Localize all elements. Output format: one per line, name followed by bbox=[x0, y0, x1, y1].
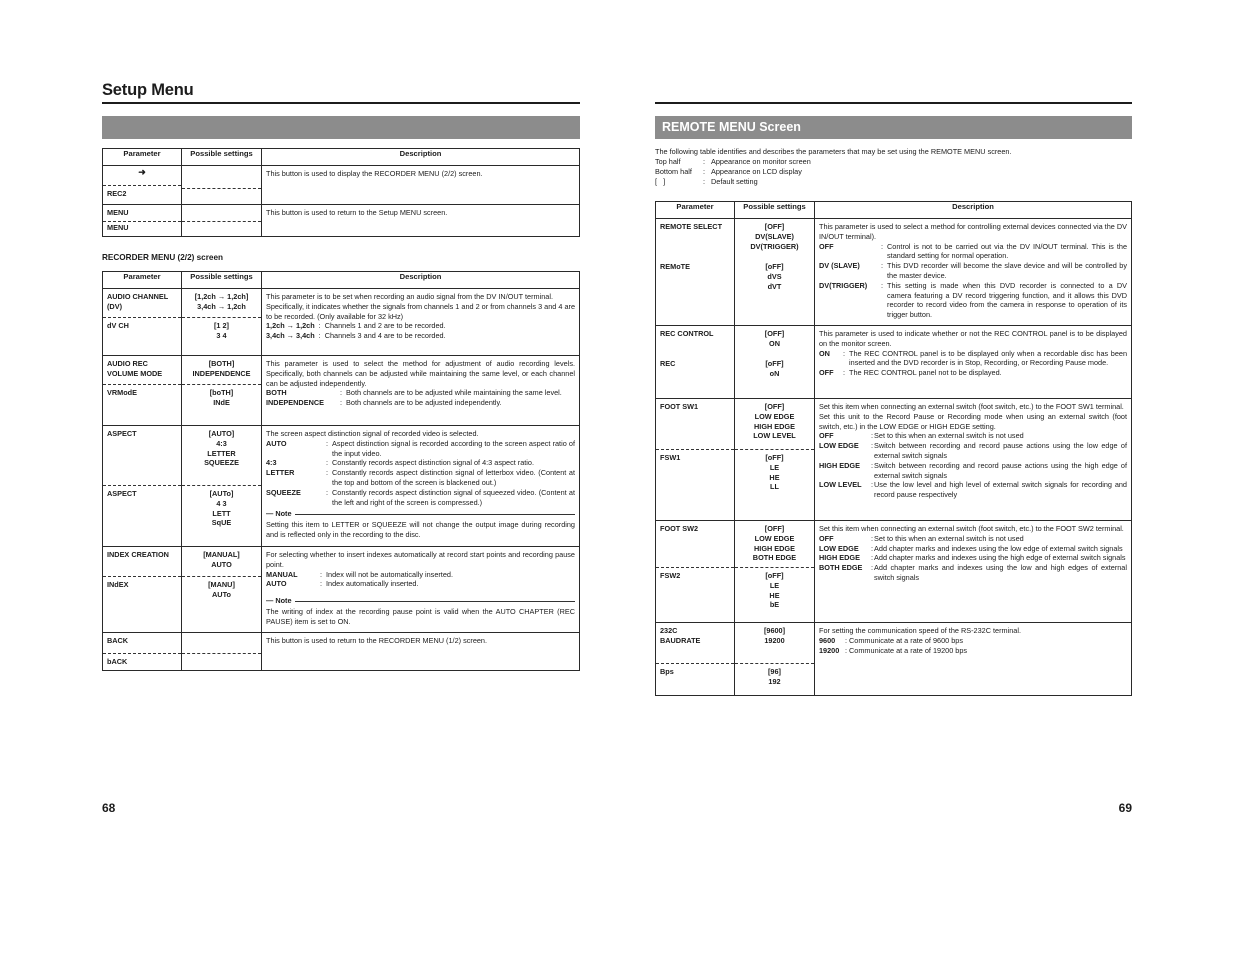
desc-text: Set this item when connecting an external switch (foot switch, etc.) to the FOOT SW1 terminal. bbox=[819, 402, 1124, 411]
settings-cell bbox=[182, 166, 262, 205]
left-page bbox=[102, 0, 580, 954]
settings-cell bbox=[735, 219, 815, 326]
table-row bbox=[103, 205, 580, 237]
recorder-menu-heading: RECORDER MENU (2/2) screen bbox=[102, 253, 224, 262]
description-cell bbox=[815, 623, 1132, 696]
setting-value: bE bbox=[769, 600, 780, 610]
param-top: AUDIO CHANNEL (DV) bbox=[107, 292, 169, 311]
desc-text: Set this unit to the Record Pause or Recording mode when using an external switch (foot switch, etc.) in the LOW EDGE or HIGH EDGE setting. bbox=[819, 411, 1127, 431]
option-row: 3,4ch → 3,4ch : Channels 3 and 4 are to be recorded. bbox=[266, 331, 446, 341]
setting-value: LETTER bbox=[207, 448, 236, 458]
setting-value: LOW EDGE bbox=[754, 533, 795, 543]
setting-value: [OFF] bbox=[764, 329, 785, 338]
param-lcd: REC2 bbox=[103, 185, 181, 204]
param-cell bbox=[103, 356, 182, 426]
setting-value: 4:3 bbox=[216, 438, 227, 448]
table-row bbox=[103, 289, 580, 356]
setting-value: BOTH EDGE bbox=[752, 553, 797, 563]
setting-value: DV(SLAVE) bbox=[755, 231, 794, 241]
option-row: OFF : Set to this when an external switch is not used bbox=[819, 431, 1024, 441]
header-description: Description bbox=[262, 272, 580, 289]
note-text: The writing of index at the recording pause point is valid when the AUTO CHAPTER (REC PAUSE) item is set to ON. bbox=[266, 606, 575, 626]
table-row bbox=[656, 326, 1132, 399]
param-lcd: REC bbox=[660, 359, 676, 368]
header-parameter: Parameter bbox=[103, 149, 182, 166]
page-number: 68 bbox=[102, 801, 116, 815]
section-bar bbox=[102, 116, 580, 139]
option-row: 1,2ch → 1,2ch : Channels 1 and 2 are to be recorded. bbox=[266, 321, 446, 331]
param-lcd: VRModE bbox=[103, 384, 181, 425]
param-cell bbox=[656, 219, 735, 326]
header-settings: Possible settings bbox=[182, 149, 262, 166]
param-top: REC CONTROL bbox=[660, 329, 714, 338]
settings-cell bbox=[182, 289, 262, 356]
param-top: BACK bbox=[107, 636, 129, 645]
description-cell: This button is used to return to the RECORDER MENU (1/2) screen. bbox=[262, 633, 580, 671]
setting-value: [OFF] bbox=[764, 402, 785, 411]
setting-value: [AUTO] bbox=[208, 429, 235, 438]
legend-row: Top half : Appearance on monitor screen bbox=[655, 157, 811, 166]
param-lcd: MENU bbox=[103, 221, 181, 236]
param-cell bbox=[103, 633, 182, 671]
setting-value: LOW LEVEL bbox=[753, 431, 796, 441]
param-cell bbox=[103, 547, 182, 633]
description-cell: This button is used to display the RECORDER MENU (2/2) screen. bbox=[262, 166, 580, 205]
section-title: REMOTE MENU Screen bbox=[655, 116, 1132, 139]
setting-value: [1,2ch → 1,2ch] bbox=[194, 292, 249, 301]
option-row: 9600 : Communicate at a rate of 9600 bps bbox=[819, 635, 964, 645]
table-row bbox=[103, 547, 580, 633]
option-row: LETTER : Constantly records aspect distinction signal of letterbox video. (Content at the top and bottom of the screen is blackened out.) bbox=[266, 468, 575, 487]
setting-value: [boTH] bbox=[209, 388, 234, 397]
option-row: DV (SLAVE) : This DVD recorder will become the slave device and will be controlled by the master device. bbox=[819, 261, 1127, 280]
setting-value: HIGH EDGE bbox=[754, 543, 795, 553]
param-cell bbox=[656, 623, 735, 696]
setting-value: 3 4 bbox=[216, 330, 227, 340]
option-row: DV(TRIGGER) : This setting is made when this DVD recorder is connected to a DV camera featuring a DV record triggering function, and it allows this DVD recorder to record video from the camera in response to operation of its trigger button. bbox=[819, 280, 1127, 320]
table-row bbox=[103, 356, 580, 426]
description-cell bbox=[262, 426, 580, 547]
param-top: INDEX CREATION bbox=[107, 550, 169, 559]
desc-text: Specifically, it indicates whether the signals from channels 1 and 2 or from channels 3 and 4 are to be recorded. (Only available for 32 kHz) bbox=[266, 301, 575, 321]
header-settings: Possible settings bbox=[182, 272, 262, 289]
desc-text: This parameter is used to indicate whether or not the REC CONTROL panel is to be displayed on the monitor screen. bbox=[819, 329, 1127, 348]
setting-value: HIGH EDGE bbox=[754, 421, 795, 431]
setting-value: 19200 bbox=[764, 635, 785, 645]
option-row: BOTH EDGE : Add chapter marks and indexes using the low and high edges of external switch signals bbox=[819, 563, 1127, 582]
desc-text: The screen aspect distinction signal of recorded video is selected. bbox=[266, 429, 479, 438]
setting-value: [MANU] bbox=[208, 580, 235, 589]
settings-cell bbox=[182, 205, 262, 237]
setting-value: [MANUAL] bbox=[203, 550, 240, 559]
desc-text: This parameter is used to select a method for controlling external devices connected via the DV IN/OUT terminal). bbox=[819, 222, 1127, 241]
param-cell bbox=[103, 289, 182, 356]
legend-row: Bottom half : Appearance on LCD display bbox=[655, 167, 802, 176]
option-row: HIGH EDGE : Add chapter marks and indexes using the high edge of external switch signals bbox=[819, 553, 1126, 563]
setting-value: oN bbox=[769, 368, 780, 378]
setting-value: [96] bbox=[768, 667, 781, 676]
settings-cell bbox=[735, 521, 815, 623]
recorder-menu-table bbox=[102, 271, 580, 671]
table-header bbox=[656, 202, 1132, 219]
option-row: OFF : Control is not to be carried out via the DV IN/OUT terminal. This is the standard setting for normal operation. bbox=[819, 241, 1127, 261]
description-cell bbox=[262, 547, 580, 633]
setting-value: [AUTo] bbox=[209, 489, 234, 498]
option-row: AUTO : Aspect distinction signal is recorded according to the screen aspect ratio of the input video. bbox=[266, 438, 575, 458]
setting-value: [BOTH] bbox=[208, 359, 235, 368]
option-row: AUTO : Index automatically inserted. bbox=[266, 579, 419, 589]
description-cell bbox=[815, 399, 1132, 521]
desc-text: For selecting whether to insert indexes automatically at record start points and recording pause point. bbox=[266, 550, 575, 569]
option-row: HIGH EDGE : Switch between recording and record pause actions using the high edge of external switch signals bbox=[819, 460, 1127, 480]
settings-cell bbox=[735, 399, 815, 521]
table-row bbox=[103, 166, 580, 205]
setting-value: AUTO bbox=[211, 559, 232, 569]
description-cell bbox=[815, 326, 1132, 399]
param-cell bbox=[656, 326, 735, 399]
setting-value: INdE bbox=[213, 397, 230, 407]
param-top-line: 232C bbox=[660, 626, 678, 635]
table-header bbox=[103, 272, 580, 289]
setting-value: [1 2] bbox=[213, 321, 229, 330]
table-row bbox=[656, 521, 1132, 623]
param-top bbox=[656, 623, 734, 663]
page-title: Setup Menu bbox=[102, 81, 194, 99]
option-row: LOW EDGE : Switch between recording and record pause actions using the low edge of external switch signals bbox=[819, 441, 1127, 460]
setting-value: 3,4ch → 1,2ch bbox=[197, 301, 246, 311]
note-label: Note bbox=[275, 509, 292, 519]
param-top: FOOT SW2 bbox=[660, 524, 699, 533]
table-row bbox=[103, 426, 580, 547]
option-row: ON : The REC CONTROL panel is to be displayed only when a recordable disc has been inserted and the DVD recorder is in Stop, Recording, or Recording Pause mode. bbox=[819, 348, 1127, 368]
param-top: MENU bbox=[107, 208, 129, 217]
param-cell bbox=[103, 166, 182, 205]
table-row bbox=[656, 623, 1132, 696]
option-row: LOW LEVEL : Use the low level and high level of external switch signals for recording and record pause respectively bbox=[819, 480, 1127, 500]
param-lcd: FSW2 bbox=[656, 567, 734, 622]
param-lcd: Bps bbox=[656, 663, 734, 695]
setting-value: AUTo bbox=[212, 589, 231, 599]
description-cell bbox=[815, 521, 1132, 623]
setting-value: HE bbox=[769, 590, 780, 600]
title-rule bbox=[102, 102, 580, 104]
setting-value: [OFF] bbox=[764, 222, 785, 231]
param-top: FOOT SW1 bbox=[660, 402, 699, 411]
setting-value: [oFF] bbox=[765, 359, 784, 368]
settings-cell bbox=[182, 356, 262, 426]
setting-value: LL bbox=[770, 482, 779, 492]
param-cell bbox=[656, 521, 735, 623]
setting-value: [9600] bbox=[763, 626, 786, 635]
param-top: AUDIO REC VOLUME MODE bbox=[107, 359, 163, 378]
param-lcd: INdEX bbox=[103, 576, 181, 632]
param-lcd: bACK bbox=[103, 653, 181, 670]
param-lcd: ASPECT bbox=[103, 485, 181, 546]
note-text: Setting this item to LETTER or SQUEEZE will not change the output image during recording and is reflected only in the recording to the disc. bbox=[266, 520, 575, 539]
page-number: 69 bbox=[1118, 801, 1132, 815]
setting-value: dVS bbox=[767, 271, 782, 281]
intro-text: The following table identifies and describes the parameters that may be set using the REMOTE MENU screen. bbox=[655, 147, 1012, 156]
param-lcd: REMoTE bbox=[660, 262, 690, 271]
setting-value: LETT bbox=[212, 508, 231, 518]
option-row: OFF : Set to this when an external switch is not used bbox=[819, 533, 1024, 543]
table-row bbox=[103, 633, 580, 671]
setting-value: [oFF] bbox=[765, 571, 784, 580]
setting-value: ON bbox=[769, 338, 780, 348]
table-row bbox=[656, 399, 1132, 521]
desc-text: This parameter is to be set when recording an audio signal from the DV IN/OUT terminal. bbox=[266, 292, 554, 301]
header-description: Description bbox=[262, 149, 580, 166]
setting-value: [oFF] bbox=[765, 262, 784, 271]
setting-value: LE bbox=[769, 580, 780, 590]
setting-value: DV(TRIGGER) bbox=[750, 241, 799, 251]
setting-value: HE bbox=[769, 472, 780, 482]
table-row bbox=[656, 219, 1132, 326]
setting-value: SQUEEZE bbox=[204, 458, 239, 468]
setting-value: dVT bbox=[767, 281, 782, 291]
setting-value: [OFF] bbox=[764, 524, 785, 533]
param-lcd: FSW1 bbox=[656, 449, 734, 520]
setting-value: [oFF] bbox=[765, 453, 784, 462]
header-parameter: Parameter bbox=[103, 272, 182, 289]
description-cell bbox=[815, 219, 1132, 326]
option-row: MANUAL : Index will not be automatically inserted. bbox=[266, 569, 453, 579]
param-top: ASPECT bbox=[107, 429, 137, 438]
option-row: 19200 : Communicate at a rate of 19200 bps bbox=[819, 645, 968, 655]
setting-value: 4 3 bbox=[216, 498, 227, 508]
param-top-line: BAUDRATE bbox=[660, 635, 701, 645]
option-row: 4:3 : Constantly records aspect distinction signal of 4:3 aspect ratio. bbox=[266, 458, 535, 468]
desc-text: Set this item when connecting an external switch (foot switch, etc.) to the FOOT SW2 terminal. bbox=[819, 524, 1124, 533]
right-page bbox=[655, 0, 1132, 954]
setting-value: LOW EDGE bbox=[754, 411, 795, 421]
settings-cell bbox=[182, 633, 262, 671]
param-top: REMOTE SELECT bbox=[660, 222, 723, 231]
option-row: BOTH : Both channels are to be adjusted while maintaining the same level. bbox=[266, 388, 562, 398]
option-row: LOW EDGE : Add chapter marks and indexes using the low edge of external switch signals bbox=[819, 543, 1123, 553]
setting-value: LE bbox=[769, 462, 780, 472]
setting-value: INDEPENDENCE bbox=[192, 368, 251, 378]
remote-menu-table bbox=[655, 201, 1132, 696]
note-divider: — Note bbox=[266, 509, 575, 519]
menu-table-1 bbox=[102, 148, 580, 237]
header-parameter: Parameter bbox=[656, 202, 735, 219]
description-cell: This button is used to return to the Setup MENU screen. bbox=[262, 205, 580, 237]
settings-cell bbox=[735, 623, 815, 696]
param-cell bbox=[103, 205, 182, 237]
settings-cell bbox=[182, 547, 262, 633]
right-arrow-icon: ➜ bbox=[138, 167, 146, 177]
desc-text: This parameter is used to select the method for adjustment of audio recording levels. Specifically, both channels can be adjusted while maintaining the same level, or each channel can be adjusted independently. bbox=[266, 359, 575, 388]
settings-cell bbox=[735, 326, 815, 399]
desc-text: For setting the communication speed of the RS-232C terminal. bbox=[819, 626, 1021, 635]
param-cell bbox=[656, 399, 735, 521]
param-cell bbox=[103, 426, 182, 547]
option-row: INDEPENDENCE : Both channels are to be adjusted independently. bbox=[266, 398, 502, 408]
setting-value: SqUE bbox=[211, 518, 232, 528]
intro-block bbox=[655, 147, 1012, 187]
param-lcd: dV CH bbox=[103, 317, 181, 355]
option-row: OFF : The REC CONTROL panel not to be displayed. bbox=[819, 368, 1002, 378]
description-cell bbox=[262, 356, 580, 426]
setting-value: 192 bbox=[768, 676, 781, 686]
settings-cell bbox=[182, 426, 262, 547]
header-settings: Possible settings bbox=[735, 202, 815, 219]
note-label: Note bbox=[275, 596, 292, 606]
title-rule bbox=[655, 102, 1132, 104]
description-cell bbox=[262, 289, 580, 356]
note-divider: — Note bbox=[266, 596, 575, 606]
option-row: SQUEEZE : Constantly records aspect distinction signal of squeezed video. (Content at the left and right of the screen is compressed.) bbox=[266, 487, 575, 507]
legend-row: [ ] : Default setting bbox=[655, 177, 758, 186]
table-header bbox=[103, 149, 580, 166]
header-description: Description bbox=[815, 202, 1132, 219]
